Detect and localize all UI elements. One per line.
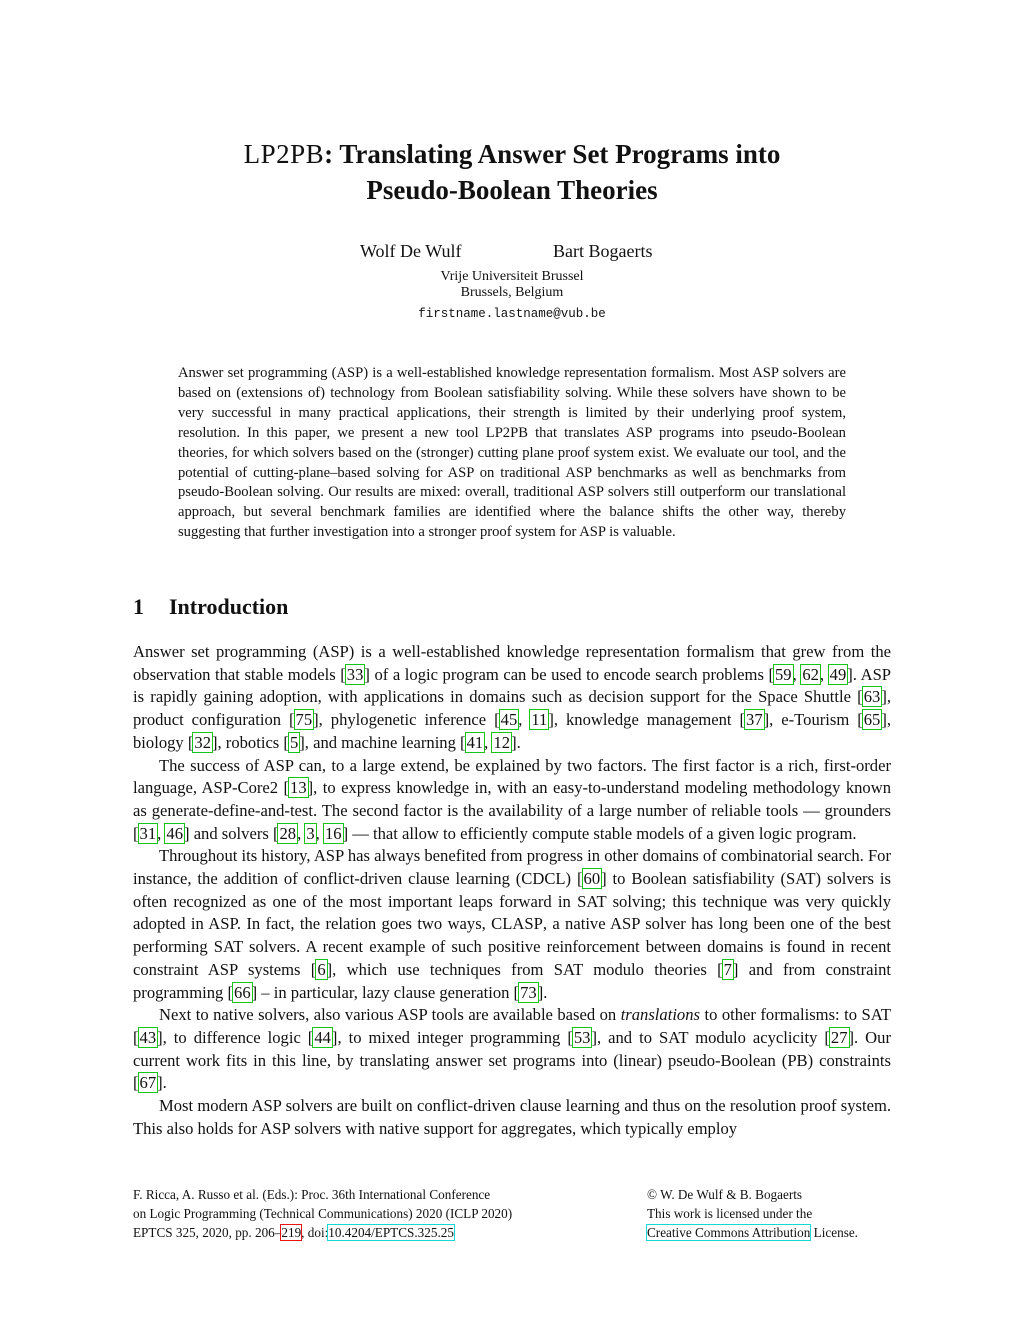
text-run: , xyxy=(157,823,166,843)
text-run: , xyxy=(484,732,493,752)
text-run: ] to Boolean satisfiability (SAT) solvers is often recognized as one of the most important leaps forward in SAT solving; this technique was very quickly adopted in ASP. In fact, the relation goes two ways, xyxy=(133,869,891,934)
citation-link[interactable]: 13 xyxy=(290,778,307,798)
solver-name: CLASP xyxy=(491,914,543,934)
doi-link[interactable]: 10.4204/EPTCS.325.25 xyxy=(328,1225,454,1240)
text-run: ] of a logic program can be used to encode search problems [ xyxy=(364,664,774,684)
text-run: ], knowledge management [ xyxy=(548,710,746,730)
paragraph xyxy=(133,755,891,846)
text-run: ]. Our current work fits in this line, by translating answer set programs into (linear) pseudo-Boolean (PB) constraints [ xyxy=(133,1027,891,1093)
text-run: ] — that allow to efficiently compute stable models of a given logic program. xyxy=(342,823,857,843)
citation-link[interactable]: 33 xyxy=(346,664,364,684)
citation-link[interactable]: 37 xyxy=(746,710,763,730)
citation-link[interactable]: 60 xyxy=(583,869,601,889)
citation-link[interactable]: 6 xyxy=(317,959,326,979)
paragraph xyxy=(133,845,891,1004)
author-1: Wolf De Wulf xyxy=(360,241,462,261)
abstract-tool-name: LP2PB xyxy=(485,424,528,441)
author-email: firstname.lastname@vub.be xyxy=(418,307,606,321)
text-run: ], e-Tourism [ xyxy=(763,710,863,730)
citation-link[interactable]: 45 xyxy=(500,710,518,730)
page-end-link[interactable]: 219 xyxy=(281,1225,302,1240)
text-run: , a native ASP solver has long been one of the best performing SAT solvers. A recent example of such positive reinforcement between domains is found in recent constraint ASP systems [ xyxy=(133,914,891,979)
footer-proceedings: F. Ricca, A. Russo et al. (Eds.): Proc. 36th International Conference on Logic Programming (Technical Communications) 2020 (ICLP 2020) EPTCS 325, 2020, pp. 206–219, doi:10.4204/EPTCS.325.25 xyxy=(133,1187,513,1240)
text-run: ], and machine learning [ xyxy=(299,732,466,752)
paragraph xyxy=(133,1004,891,1095)
text-run: Throughout its history, ASP has always benefited from progress in other domains of combinatorial search. For instance, the addition of conflict-driven clause learning (CDCL) [ xyxy=(133,846,891,889)
text-run: ]. xyxy=(157,1073,167,1093)
text-run: The success of ASP can, to a large extend, be explained by two factors. The first factor is a rich, first-order language, ASP-Core2 [ xyxy=(133,755,891,798)
text-run: ] – in particular, lazy clause generation [ xyxy=(251,982,520,1002)
footer-license: © W. De Wulf & B. Bogaerts This work is licensed under the Creative Commons Attribution License. xyxy=(647,1185,907,1242)
citation-link[interactable]: 31 xyxy=(139,823,157,843)
citation-link[interactable]: 53 xyxy=(573,1027,591,1047)
citation-link[interactable]: 73 xyxy=(520,982,537,1002)
citation-link[interactable]: 41 xyxy=(466,732,484,752)
section-number: 1 xyxy=(133,594,144,619)
paragraph xyxy=(133,1095,891,1140)
citation-link[interactable]: 5 xyxy=(289,732,299,752)
tool-name: LP2PB xyxy=(243,139,325,169)
affiliation: Vrije Universiteit Brussel Brussels, Belgium xyxy=(440,269,584,300)
text-run: ]. xyxy=(511,732,521,752)
citation-link[interactable]: 7 xyxy=(723,959,732,979)
citation-link[interactable]: 75 xyxy=(295,710,313,730)
paper-title xyxy=(0,136,1024,208)
citation-link[interactable]: 63 xyxy=(863,687,881,707)
citation-link[interactable]: 12 xyxy=(493,732,511,752)
copyright-notice: © W. De Wulf & B. Bogaerts xyxy=(647,1187,803,1202)
text-run: , xyxy=(315,823,324,843)
citation-link[interactable]: 27 xyxy=(830,1027,848,1047)
citation-link[interactable]: 3 xyxy=(306,823,315,843)
text-run: , xyxy=(819,664,829,684)
text-run: , xyxy=(297,823,306,843)
text-run: ] and solvers [ xyxy=(184,823,279,843)
citation-link[interactable]: 62 xyxy=(802,664,819,684)
emphasis: translations xyxy=(620,1005,700,1025)
text-run: Answer set programming (ASP) is a well-established knowledge representation formalism that grew from the observation that stable models [ xyxy=(133,642,891,684)
citation-link[interactable]: 67 xyxy=(139,1073,157,1093)
text-run: ]. xyxy=(537,982,548,1002)
text-run: ], product configuration [ xyxy=(133,687,891,730)
text-run: ], phylogenetic inference [ xyxy=(313,710,500,730)
text-run: ], to mixed integer programming [ xyxy=(331,1027,573,1047)
section-heading xyxy=(133,594,288,620)
citation-link[interactable]: 44 xyxy=(314,1027,331,1047)
text-run: ]. ASP is rapidly gaining adoption, with applications in domains such as decision support for the Space Shuttle [ xyxy=(133,664,892,707)
citation-link[interactable]: 32 xyxy=(194,732,211,752)
citation-link[interactable]: 46 xyxy=(166,823,184,843)
citation-link[interactable]: 28 xyxy=(279,823,297,843)
citation-link[interactable]: 49 xyxy=(829,664,847,684)
text-run: ], biology [ xyxy=(133,710,892,752)
citation-link[interactable]: 66 xyxy=(234,982,251,1002)
citation-link[interactable]: 16 xyxy=(324,823,342,843)
text-run: ], and to SAT modulo acyclicity [ xyxy=(591,1027,830,1047)
text-run: ], which use techniques from SAT modulo theories [ xyxy=(326,959,723,979)
abstract: Answer set programming (ASP) is a well-established knowledge representation formalism. Most ASP solvers are based on (extensions of) technology from Boolean satisfiability solving. While these solvers have shown to be very successful in many practical applications, their strength is limited by their underlying proof system, resolution. In this paper, we present a new tool LP2PB that translates ASP programs into pseudo-Boolean theories, for which solvers based on the (stronger) cutting plane proof system exist. We evaluate our tool, and the potential of cutting-plane–based solving for ASP on traditional ASP benchmarks as well as benchmarks from pseudo-Boolean solving. Our results are mixed: overall, traditional ASP solvers still outperform our translational approach, but several benchmark families are identified where the balance shifts the other way, thereby suggesting that further investigation into a stronger proof system for ASP is valuable. xyxy=(178,365,846,541)
citation-link[interactable]: 11 xyxy=(531,710,548,730)
text-run: ], to difference logic [ xyxy=(157,1027,314,1047)
text-run: Next to native solvers, also various ASP tools are available based on xyxy=(159,1005,621,1025)
title-line-2: Pseudo-Boolean Theories xyxy=(366,175,658,205)
text-run: , xyxy=(792,664,802,684)
title-line-1: LP2PB: Translating Answer Set Programs into xyxy=(243,139,781,169)
citation-link[interactable]: 65 xyxy=(863,710,881,730)
paragraph xyxy=(133,641,891,755)
citation-link[interactable]: 43 xyxy=(139,1027,157,1047)
text-run: to other formalisms: to SAT [ xyxy=(133,1005,891,1047)
author-2: Bart Bogaerts xyxy=(553,241,653,261)
text-run: ] and from constraint programming [ xyxy=(133,959,891,1002)
license-link[interactable]: Creative Commons Attribution xyxy=(647,1225,811,1240)
text-run: ], to express knowledge in, with an easy-to-understand modeling methodology known as generate-define-and-test. The second factor is the availability of a large number of reliable tools — grounders [ xyxy=(133,778,891,843)
text-run: , xyxy=(518,710,531,730)
text-run: Most modern ASP solvers are built on conflict-driven clause learning and thus on the resolution proof system. This also holds for ASP solvers with native support for aggregates, which typically employ xyxy=(133,1096,891,1138)
text-run: ], robotics [ xyxy=(211,732,289,752)
section-title: Introduction xyxy=(169,594,289,619)
body-text xyxy=(133,641,891,1140)
citation-link[interactable]: 59 xyxy=(775,664,792,684)
